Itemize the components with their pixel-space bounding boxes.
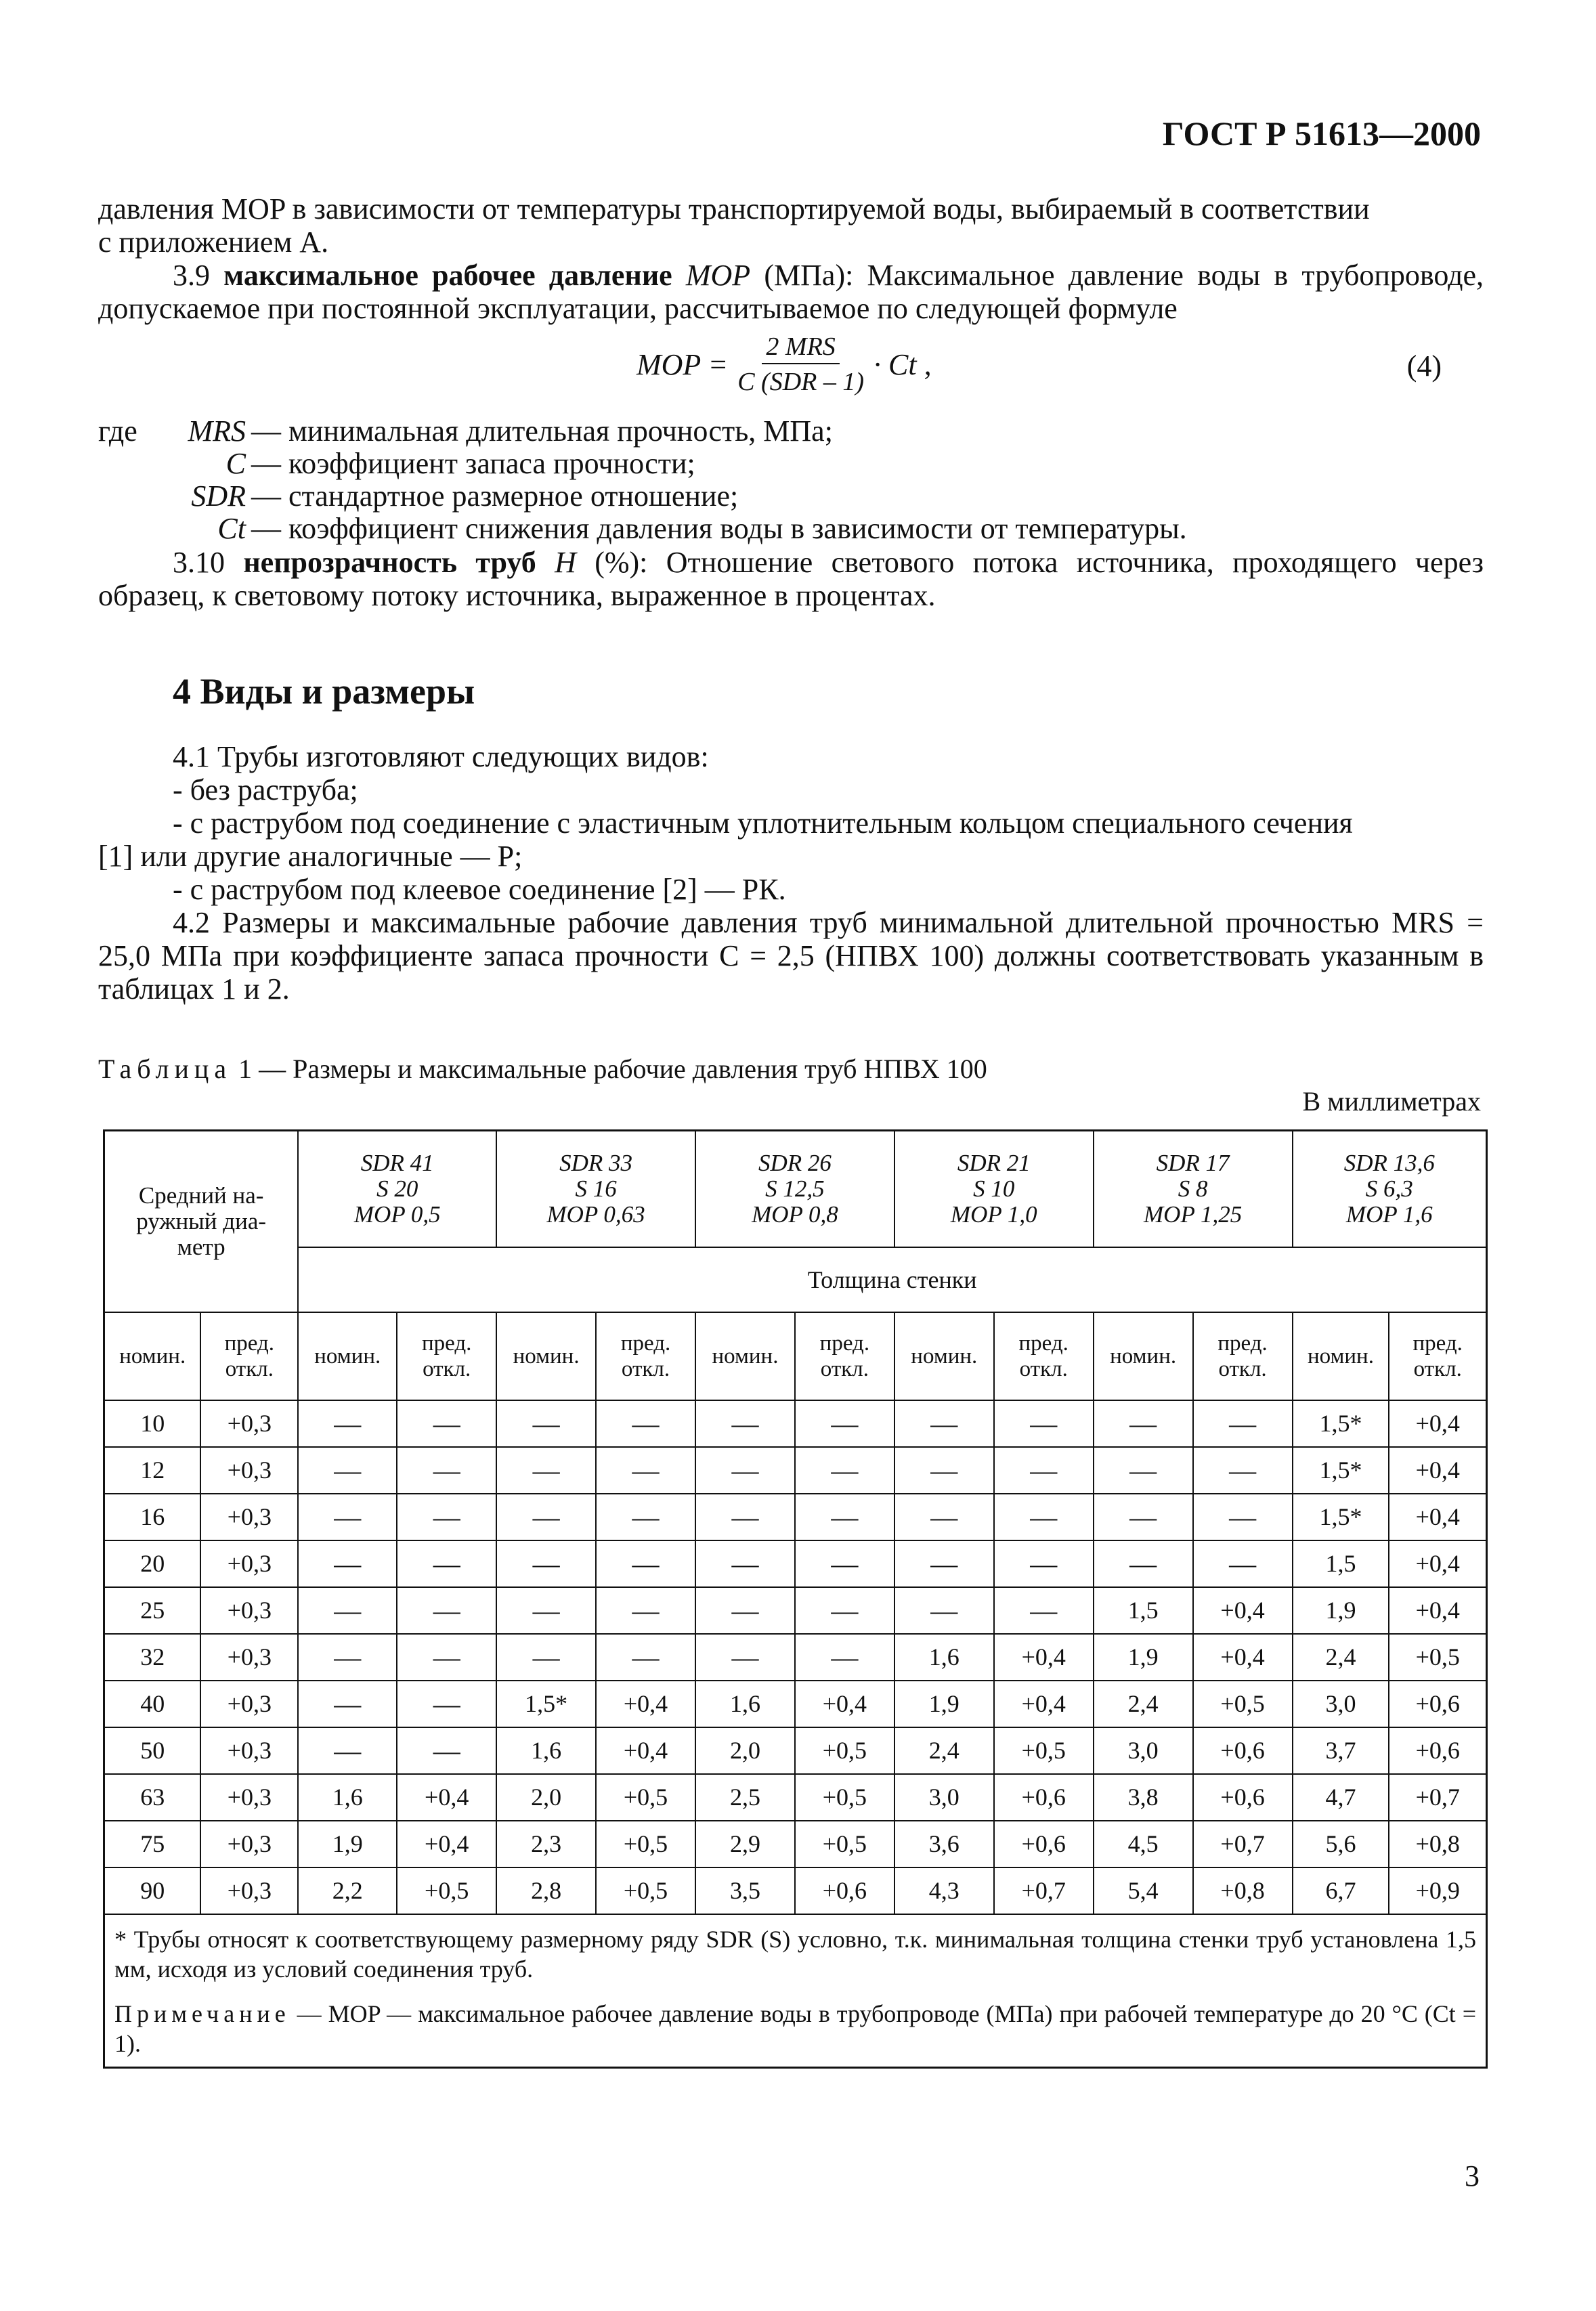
table-cell: +0,6	[1389, 1727, 1486, 1774]
table-cell: —	[1094, 1494, 1193, 1540]
table-row	[104, 1821, 1487, 1867]
table-body	[104, 1131, 1487, 2068]
table-cell: +0,4	[596, 1681, 695, 1727]
table-cell: +0,3	[200, 1447, 298, 1494]
table-cell: —	[298, 1447, 397, 1494]
nominal-header: номин.	[496, 1312, 596, 1400]
def-3-10-number: 3.10	[173, 546, 225, 579]
diameter-cell: 50	[104, 1727, 201, 1774]
legend-symbol: SDR	[191, 479, 246, 513]
mop-label: MOP 1,0	[950, 1201, 1037, 1228]
sdr-group-header	[1293, 1131, 1487, 1247]
para-4-2: 4.2 Размеры и максимальные рабочие давления труб минимальной длительной прочностью MRS = 25,0 МПа при коэффициенте запаса прочности C = 2,5 (НПВХ 100) должны соответствовать указанным в таблицах 1 и 2.	[98, 906, 1484, 1006]
table-cell: —	[298, 1540, 397, 1587]
table-cell: —	[397, 1447, 496, 1494]
table-cell: —	[298, 1634, 397, 1681]
nominal-header: номин.	[298, 1312, 397, 1400]
table-cell: —	[695, 1540, 795, 1587]
diameter-cell: 32	[104, 1634, 201, 1681]
legend-text: — минимальная длительная прочность, МПа;	[251, 414, 833, 448]
table-cell: +0,3	[200, 1867, 298, 1914]
table-cell: +0,3	[200, 1821, 298, 1867]
table-cell: —	[994, 1494, 1094, 1540]
mop-label: MOP 0,5	[353, 1201, 441, 1228]
table-cell: +0,3	[200, 1681, 298, 1727]
table-cell: —	[298, 1681, 397, 1727]
deviation-header: пред. откл.	[397, 1312, 496, 1400]
table-cell: +0,5	[596, 1774, 695, 1821]
table-cell: 1,5	[1293, 1540, 1389, 1587]
page-number: 3	[1465, 2159, 1480, 2193]
table-cell: +0,7	[1389, 1774, 1486, 1821]
table-cell: +0,4	[1389, 1587, 1486, 1634]
table-cell: 1,6	[695, 1681, 795, 1727]
table-caption-word: Таблица	[98, 1054, 232, 1084]
table-cell: —	[894, 1494, 994, 1540]
formula-factor: · Ct ,	[874, 347, 932, 381]
intro-line-2: с приложением А.	[98, 225, 329, 259]
table-cell: +0,6	[1193, 1774, 1293, 1821]
sdr-group-header	[894, 1131, 1094, 1247]
table-cell: 1,5*	[496, 1681, 596, 1727]
table-cell: +0,4	[994, 1634, 1094, 1681]
legend-row-c	[98, 448, 1187, 480]
table-cell: +0,4	[397, 1821, 496, 1867]
section-4-body	[98, 740, 1484, 1006]
table-cell: —	[795, 1400, 894, 1447]
mop-label: MOP 0,8	[752, 1201, 838, 1228]
table-cell: 2,8	[496, 1867, 596, 1914]
table-cell: —	[397, 1587, 496, 1634]
diameter-cell: 12	[104, 1447, 201, 1494]
formula-numerator: 2 MRS	[762, 332, 839, 364]
nominal-header: номин.	[104, 1312, 201, 1400]
diameter-header: Средний на-ружный диа-метр	[104, 1131, 299, 1312]
table-cell: +0,4	[795, 1681, 894, 1727]
table-row	[104, 1494, 1487, 1540]
table-cell: —	[596, 1587, 695, 1634]
table-cell: —	[596, 1540, 695, 1587]
table-cell: 2,5	[695, 1774, 795, 1821]
diameter-cell: 40	[104, 1681, 201, 1727]
table-cell: 1,5*	[1293, 1494, 1389, 1540]
def-3-10-symbol: H	[555, 546, 576, 579]
nominal-header: номин.	[1094, 1312, 1193, 1400]
table-cell: —	[397, 1727, 496, 1774]
table-cell: 2,4	[1293, 1634, 1389, 1681]
table-cell: 1,6	[894, 1634, 994, 1681]
s-label: S 8	[1178, 1175, 1208, 1202]
sdr-label: SDR 33	[559, 1149, 633, 1176]
table-cell: 1,9	[1094, 1634, 1193, 1681]
table-cell: —	[1193, 1540, 1293, 1587]
list-item-continuation: [1] или другие аналогичные — P;	[98, 840, 523, 873]
table-subheader-row	[104, 1312, 1487, 1400]
diameter-cell: 20	[104, 1540, 201, 1587]
table-row	[104, 1587, 1487, 1634]
formula-lhs: MOP =	[637, 347, 729, 381]
table-cell: +0,5	[795, 1727, 894, 1774]
table-cell: 1,5	[1094, 1587, 1193, 1634]
table-cell: —	[397, 1400, 496, 1447]
table-cell: +0,4	[1389, 1540, 1486, 1587]
legend-row-mrs	[98, 415, 1187, 448]
diameter-cell: 25	[104, 1587, 201, 1634]
sdr-label: SDR 41	[360, 1149, 434, 1176]
s-label: S 10	[973, 1175, 1015, 1202]
table-cell: —	[596, 1494, 695, 1540]
table-row	[104, 1447, 1487, 1494]
table-cell: —	[1193, 1494, 1293, 1540]
table-cell: —	[596, 1634, 695, 1681]
para-4-1: 4.1 Трубы изготовляют следующих видов:	[173, 740, 709, 773]
table-cell: +0,5	[1389, 1634, 1486, 1681]
table-cell: —	[1094, 1540, 1193, 1587]
table-cell: 1,5*	[1293, 1400, 1389, 1447]
table-row	[104, 1727, 1487, 1774]
legend-row-sdr	[98, 480, 1187, 513]
nominal-header: номин.	[1293, 1312, 1389, 1400]
sdr-label: SDR 17	[1156, 1149, 1230, 1176]
list-item: - без раструба;	[173, 773, 358, 806]
table-cell: +0,6	[1389, 1681, 1486, 1727]
intro-line-1: давления MOP в зависимости от температуры транспортируемой воды, выбираемый в соответствии	[98, 192, 1370, 225]
deviation-header: пред. откл.	[795, 1312, 894, 1400]
table-cell: 1,6	[298, 1774, 397, 1821]
table-cell: —	[496, 1400, 596, 1447]
diameter-cell: 16	[104, 1494, 201, 1540]
table-footnote-row	[104, 1914, 1487, 2068]
table-cell: —	[496, 1540, 596, 1587]
diameter-cell: 10	[104, 1400, 201, 1447]
table-cell: 1,9	[1293, 1587, 1389, 1634]
table-cell: +0,3	[200, 1587, 298, 1634]
table-cell: —	[695, 1494, 795, 1540]
deviation-header: пред. откл.	[994, 1312, 1094, 1400]
table-cell: +0,6	[994, 1774, 1094, 1821]
list-item: - с раструбом под клеевое соединение [2] — РК.	[173, 873, 786, 906]
table-cell: +0,5	[1193, 1681, 1293, 1727]
table-caption-text: 1 — Размеры и максимальные рабочие давления труб НПВХ 100	[238, 1054, 987, 1084]
table-cell: 2,3	[496, 1821, 596, 1867]
table-cell: —	[795, 1494, 894, 1540]
sdr-label: SDR 13,6	[1343, 1149, 1435, 1176]
table-cell: 3,7	[1293, 1727, 1389, 1774]
table-cell: —	[496, 1494, 596, 1540]
table-cell: +0,5	[994, 1727, 1094, 1774]
table-cell: +0,4	[1193, 1634, 1293, 1681]
table-cell: +0,8	[1193, 1867, 1293, 1914]
table-cell: 4,5	[1094, 1821, 1193, 1867]
table-cell: 1,5*	[1293, 1447, 1389, 1494]
table-cell: +0,5	[596, 1867, 695, 1914]
definition-3-9	[98, 259, 1484, 325]
formula-fraction	[737, 332, 864, 397]
table-row	[104, 1400, 1487, 1447]
table-cell: —	[298, 1587, 397, 1634]
table-cell: 5,6	[1293, 1821, 1389, 1867]
table-cell: +0,4	[596, 1727, 695, 1774]
table-cell: 6,7	[1293, 1867, 1389, 1914]
table-cell: —	[994, 1447, 1094, 1494]
table-row	[104, 1774, 1487, 1821]
section-4-heading: 4 Виды и размеры	[173, 671, 475, 712]
table-cell: +0,4	[1193, 1587, 1293, 1634]
def-3-10-term: непрозрачность труб	[243, 546, 536, 579]
footnote-text: * Трубы относят к соответствующему размерному ряду SDR (S) условно, т.к. минимальная толщина стенки труб установлена 1,5 мм, исходя из условий соединения труб.	[114, 1925, 1476, 1983]
table-header-row	[104, 1247, 1487, 1312]
table-row	[104, 1540, 1487, 1587]
table-cell: +0,3	[200, 1400, 298, 1447]
note-text: — MOP — максимальное рабочее давление воды в трубопроводе (МПа) при рабочей температуре до 20 °С (Ct = 1).	[114, 2000, 1477, 2057]
table-cell: —	[695, 1587, 795, 1634]
table-cell: —	[894, 1540, 994, 1587]
table-cell: 2,9	[695, 1821, 795, 1867]
formula-4	[637, 332, 932, 397]
table-cell: —	[1094, 1447, 1193, 1494]
table-cell: +0,4	[397, 1774, 496, 1821]
table-cell: —	[1193, 1447, 1293, 1494]
table-cell: —	[496, 1634, 596, 1681]
def-3-9-text: (МПа): Максимальное давление воды в трубопроводе, допускаемое при постоянной эксплуатации, рассчитываемое по следующей формуле	[98, 259, 1484, 325]
table-cell: —	[695, 1447, 795, 1494]
table-cell: 1,6	[496, 1727, 596, 1774]
def-3-10-text: (%): Отношение светового потока источника, проходящего через образец, к световому потоку источника, выраженное в процентах.	[98, 546, 1484, 612]
sdr-group-header	[695, 1131, 894, 1247]
table-cell: +0,4	[1389, 1494, 1486, 1540]
table-cell: +0,3	[200, 1727, 298, 1774]
intro-paragraph	[98, 192, 1484, 259]
table-cell: —	[795, 1540, 894, 1587]
table-cell: 2,0	[695, 1727, 795, 1774]
def-3-9-symbol: MOP	[685, 259, 751, 292]
legend-text: — коэффициент снижения давления воды в зависимости от температуры.	[251, 512, 1187, 545]
s-label: S 6,3	[1365, 1175, 1413, 1202]
sdr-group-header	[496, 1131, 695, 1247]
table-cell: +0,4	[1389, 1400, 1486, 1447]
table-cell: —	[894, 1400, 994, 1447]
formula-legend	[98, 415, 1187, 545]
legend-text: — стандартное размерное отношение;	[251, 479, 739, 513]
table-caption	[98, 1053, 987, 1085]
table-units: В миллиметрах	[1302, 1086, 1481, 1117]
table-row	[104, 1867, 1487, 1914]
table-cell: 1,9	[298, 1821, 397, 1867]
table-cell: 3,5	[695, 1867, 795, 1914]
formula-number: (4)	[1406, 349, 1442, 383]
deviation-header: пред. откл.	[1193, 1312, 1293, 1400]
mop-label: MOP 1,25	[1144, 1201, 1243, 1228]
table-cell: —	[1094, 1400, 1193, 1447]
table-cell: +0,5	[795, 1774, 894, 1821]
legend-symbol: MRS	[188, 414, 246, 448]
table-cell: —	[397, 1540, 496, 1587]
table-row	[104, 1681, 1487, 1727]
note-word: Примечание	[114, 2000, 290, 2027]
table-cell: 3,0	[1293, 1681, 1389, 1727]
table-cell: 1,9	[894, 1681, 994, 1727]
table-cell: 3,0	[1094, 1727, 1193, 1774]
table-cell: +0,6	[795, 1867, 894, 1914]
def-3-9-number: 3.9	[173, 259, 210, 292]
diameter-cell: 63	[104, 1774, 201, 1821]
table-cell: —	[298, 1400, 397, 1447]
table-note	[114, 1999, 1476, 2058]
nominal-header: номин.	[894, 1312, 994, 1400]
table-cell: —	[695, 1634, 795, 1681]
table-cell: —	[894, 1447, 994, 1494]
table-cell: —	[298, 1494, 397, 1540]
mop-label: MOP 1,6	[1345, 1201, 1433, 1228]
sdr-group-header	[1094, 1131, 1293, 1247]
legend-symbol: Ct	[217, 512, 246, 545]
table-cell: —	[994, 1400, 1094, 1447]
table-cell: 5,4	[1094, 1867, 1193, 1914]
table-row	[104, 1634, 1487, 1681]
s-label: S 20	[376, 1175, 418, 1202]
dimensions-table	[103, 1129, 1488, 2069]
nominal-header: номин.	[695, 1312, 795, 1400]
table-cell: +0,7	[1193, 1821, 1293, 1867]
sdr-label: SDR 21	[957, 1149, 1031, 1176]
def-3-9-term: максимальное рабочее давление	[223, 259, 672, 292]
table-cell: —	[1193, 1400, 1293, 1447]
legend-symbol: C	[225, 447, 246, 480]
table-cell: —	[397, 1494, 496, 1540]
table-cell: —	[894, 1587, 994, 1634]
table-cell: +0,7	[994, 1867, 1094, 1914]
deviation-header: пред. откл.	[596, 1312, 695, 1400]
s-label: S 12,5	[765, 1175, 825, 1202]
table-cell: +0,6	[1193, 1727, 1293, 1774]
legend-text: — коэффициент запаса прочности;	[251, 447, 695, 480]
s-label: S 16	[575, 1175, 617, 1202]
table-cell: +0,5	[596, 1821, 695, 1867]
deviation-header: пред. откл.	[1389, 1312, 1486, 1400]
table-cell: +0,4	[994, 1681, 1094, 1727]
table-cell: —	[695, 1400, 795, 1447]
table-cell: —	[596, 1400, 695, 1447]
table-cell: —	[795, 1447, 894, 1494]
table-cell: —	[496, 1587, 596, 1634]
table-cell: —	[298, 1727, 397, 1774]
table-cell: +0,5	[397, 1867, 496, 1914]
table-cell: —	[994, 1587, 1094, 1634]
sdr-group-header	[298, 1131, 496, 1247]
formula-denominator: C (SDR – 1)	[737, 368, 865, 396]
table-cell: +0,3	[200, 1494, 298, 1540]
table-cell: 2,4	[894, 1727, 994, 1774]
standard-header: ГОСТ Р 51613—2000	[1162, 114, 1481, 152]
legend-row-ct	[98, 513, 1187, 545]
table-cell: 4,7	[1293, 1774, 1389, 1821]
table-cell: +0,6	[994, 1821, 1094, 1867]
deviation-header: пред. откл.	[200, 1312, 298, 1400]
table-cell: +0,3	[200, 1634, 298, 1681]
table-cell: +0,8	[1389, 1821, 1486, 1867]
wall-thickness-header: Толщина стенки	[298, 1247, 1486, 1312]
table-cell: 3,8	[1094, 1774, 1193, 1821]
mop-label: MOP 0,63	[546, 1201, 645, 1228]
table-cell: +0,3	[200, 1540, 298, 1587]
table-cell: +0,3	[200, 1774, 298, 1821]
table-footnotes	[104, 1914, 1487, 2068]
list-item: - с раструбом под соединение с эластичным уплотнительным кольцом специального сечения	[173, 806, 1353, 840]
table-cell: 4,3	[894, 1867, 994, 1914]
diameter-cell: 90	[104, 1867, 201, 1914]
table-cell: —	[397, 1681, 496, 1727]
table-cell: +0,4	[1389, 1447, 1486, 1494]
table-cell: 2,4	[1094, 1681, 1193, 1727]
table-cell: +0,9	[1389, 1867, 1486, 1914]
table-cell: 3,0	[894, 1774, 994, 1821]
table-header-row	[104, 1131, 1487, 1247]
table-cell: 2,2	[298, 1867, 397, 1914]
table-cell: —	[596, 1447, 695, 1494]
legend-prefix: где	[98, 414, 137, 448]
table-cell: —	[496, 1447, 596, 1494]
sdr-label: SDR 26	[758, 1149, 832, 1176]
table-cell: 3,6	[894, 1821, 994, 1867]
table-cell: —	[397, 1634, 496, 1681]
table-cell: —	[994, 1540, 1094, 1587]
table-cell: —	[795, 1587, 894, 1634]
definition-3-10	[98, 546, 1484, 612]
diameter-cell: 75	[104, 1821, 201, 1867]
table-cell: 2,0	[496, 1774, 596, 1821]
table-cell: +0,5	[795, 1821, 894, 1867]
table-cell: —	[795, 1634, 894, 1681]
